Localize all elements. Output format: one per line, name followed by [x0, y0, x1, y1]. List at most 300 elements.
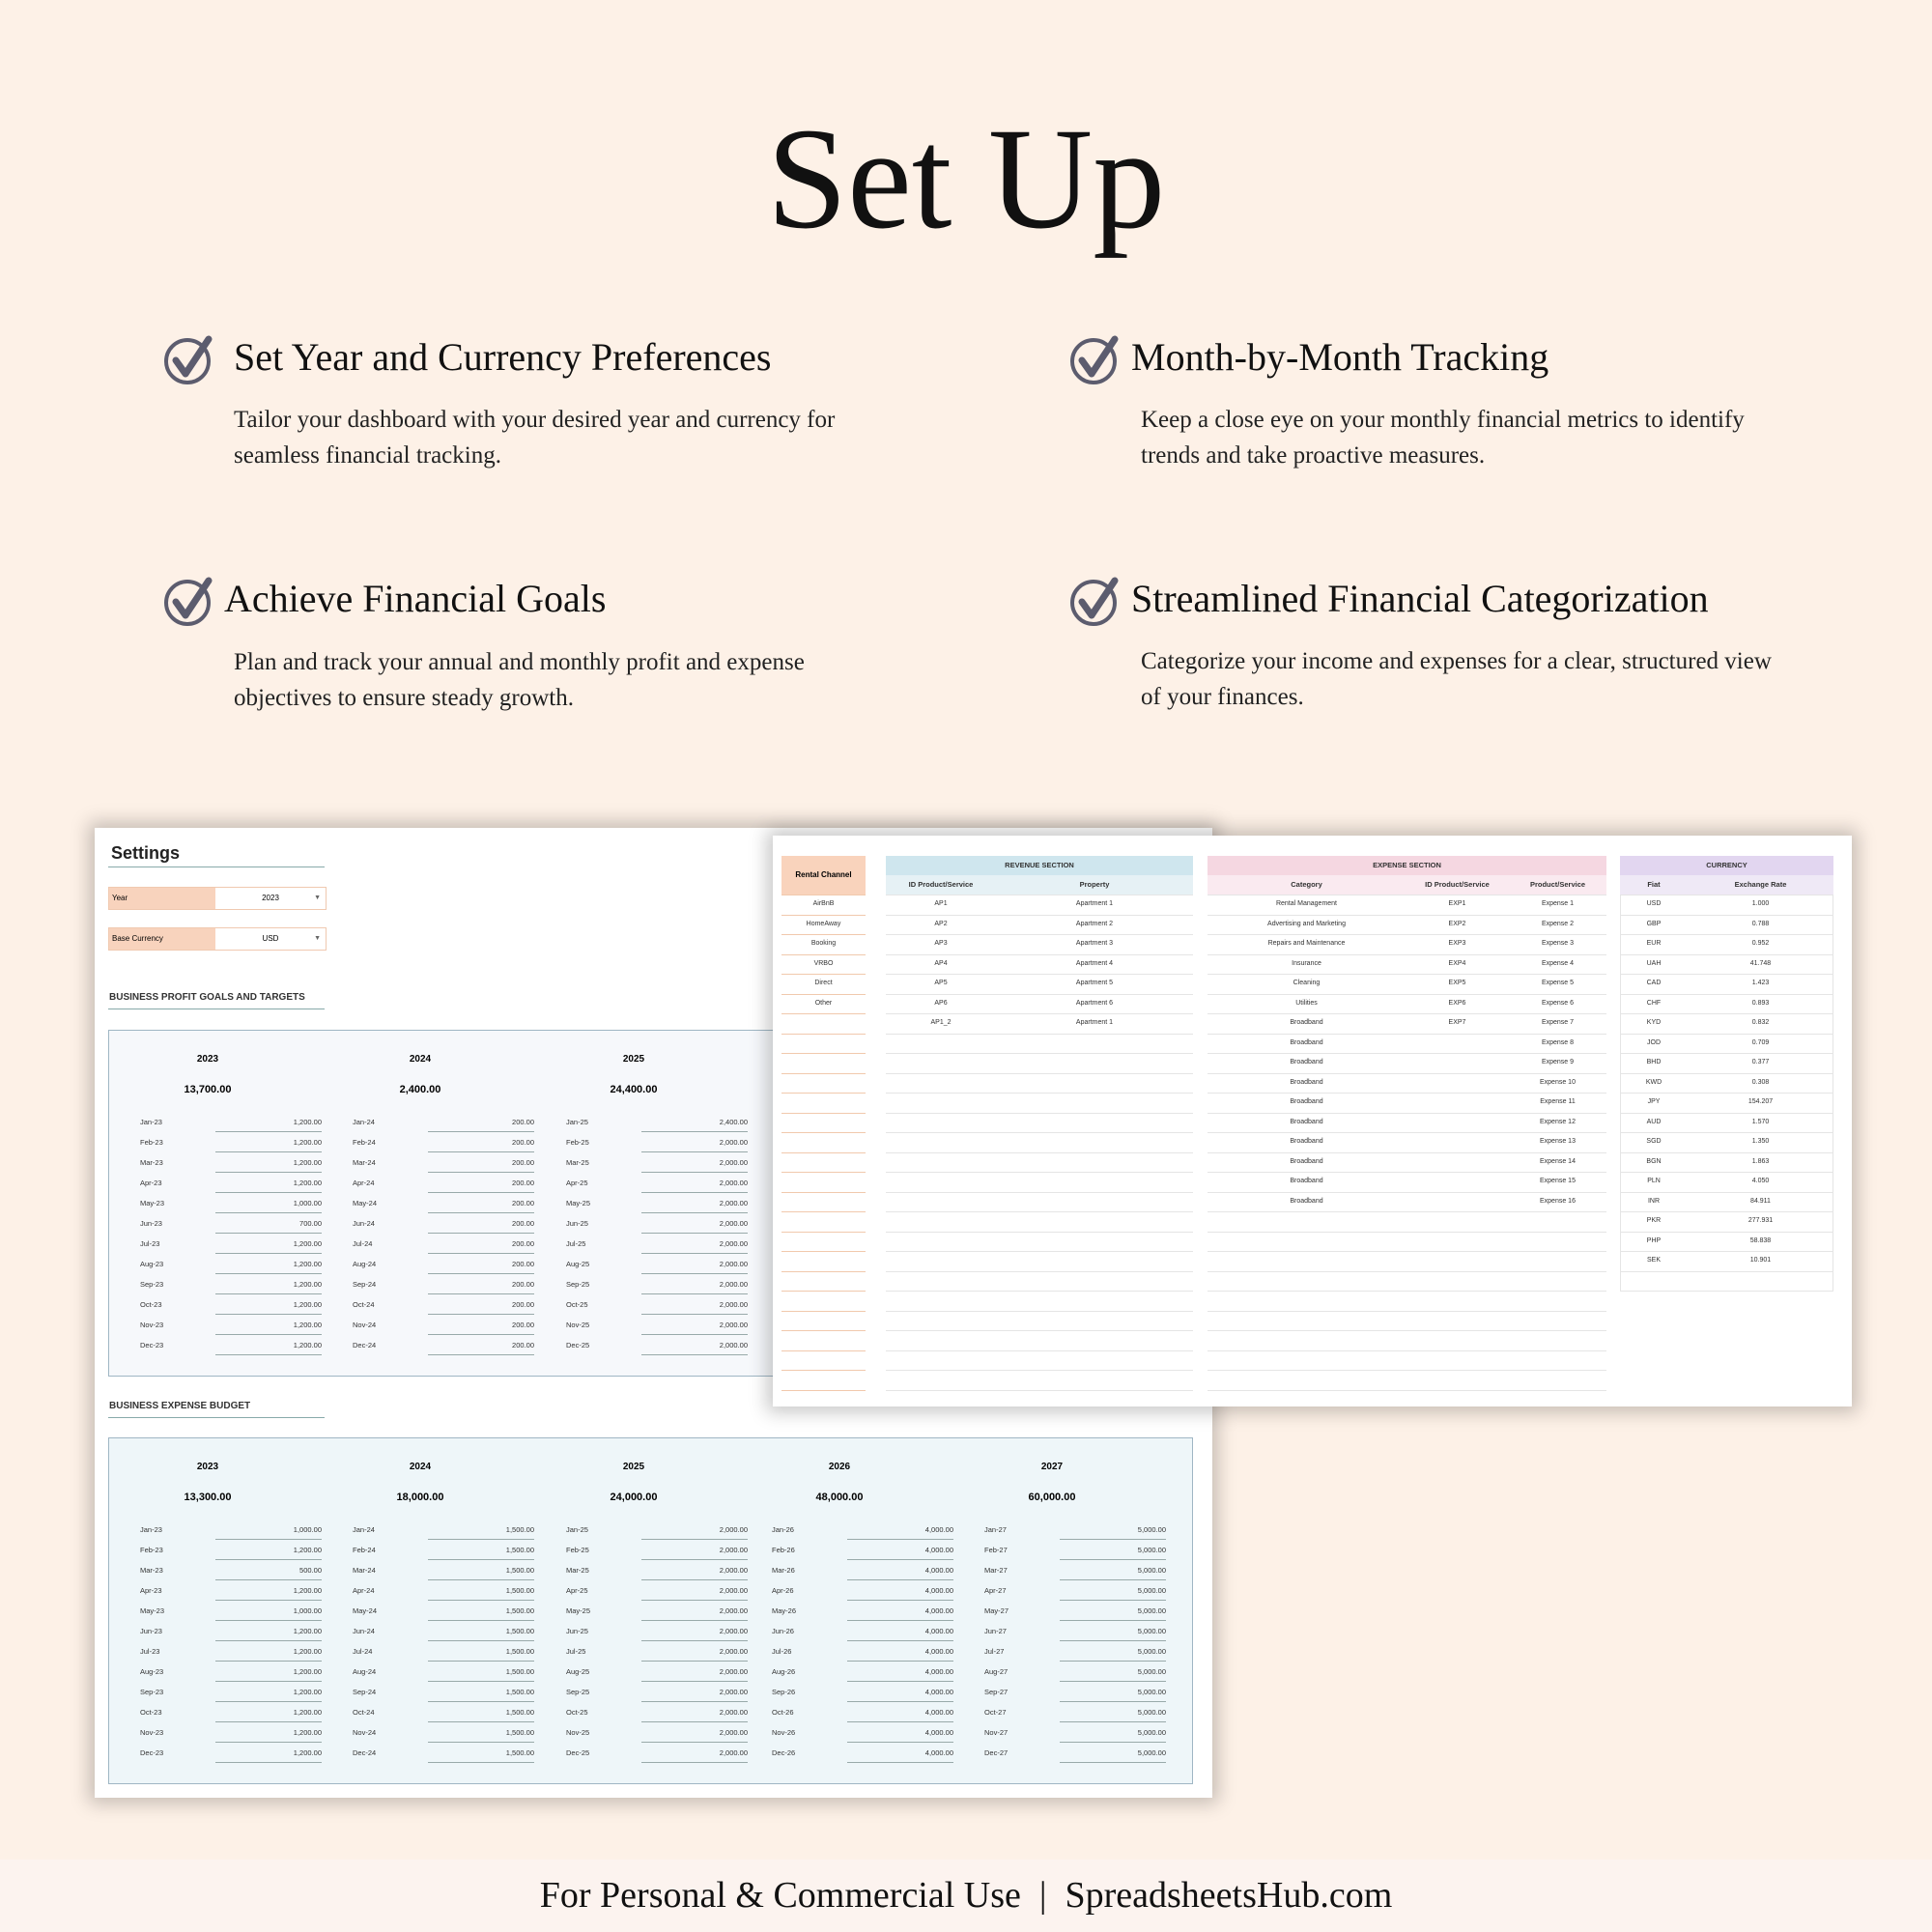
month-row — [566, 1706, 750, 1725]
month-value[interactable]: 1,500.00 — [428, 1544, 534, 1560]
month-row — [772, 1747, 955, 1766]
month-row — [353, 1237, 536, 1257]
month-value[interactable]: 5,000.00 — [1060, 1605, 1166, 1621]
month-label: Sep-23 — [140, 1280, 164, 1289]
month-row — [566, 1523, 750, 1543]
month-row — [984, 1686, 1168, 1705]
month-label: Oct-27 — [984, 1708, 1007, 1717]
month-value[interactable]: 5,000.00 — [1060, 1726, 1166, 1743]
month-value[interactable]: 2,400.00 — [641, 1116, 748, 1132]
month-label: Aug-27 — [984, 1667, 1009, 1676]
month-label: Aug-25 — [566, 1260, 590, 1268]
month-row — [353, 1339, 536, 1358]
month-label: Mar-26 — [772, 1566, 795, 1575]
row-divider — [1208, 1152, 1606, 1153]
row-divider — [1620, 1152, 1833, 1153]
month-value[interactable]: 1,200.00 — [215, 1116, 322, 1132]
month-row — [984, 1726, 1168, 1746]
revenue-col-header: Property — [996, 875, 1193, 895]
month-value[interactable]: 2,000.00 — [641, 1544, 748, 1560]
month-row — [566, 1339, 750, 1358]
month-value[interactable]: 2,000.00 — [641, 1584, 748, 1601]
month-label: Apr-27 — [984, 1586, 1007, 1595]
month-value[interactable]: 200.00 — [428, 1339, 534, 1355]
month-row — [566, 1686, 750, 1705]
month-value[interactable]: 1,500.00 — [428, 1706, 534, 1722]
column-border — [1620, 895, 1621, 1291]
currency-fiat-cell: EUR — [1646, 940, 1662, 947]
rental-channel-cell: Other — [814, 999, 833, 1007]
month-value[interactable]: 5,000.00 — [1060, 1747, 1166, 1763]
row-divider — [1208, 1132, 1606, 1133]
year-heading: 2025 — [622, 1054, 645, 1065]
month-label: Mar-23 — [140, 1158, 163, 1167]
month-value[interactable]: 5,000.00 — [1060, 1564, 1166, 1580]
month-row — [353, 1544, 536, 1563]
row-divider — [781, 954, 866, 955]
row-divider — [886, 1093, 1193, 1094]
expense-category-cell: Repairs and Maintenance — [1267, 940, 1346, 947]
month-row — [566, 1319, 750, 1338]
month-label: Jan-25 — [566, 1525, 588, 1534]
month-label: Dec-27 — [984, 1748, 1009, 1757]
month-row — [353, 1136, 536, 1155]
currency-fiat-cell: CAD — [1646, 980, 1662, 986]
revenue-property-cell: Apartment 6 — [1075, 999, 1114, 1007]
month-value[interactable]: 1,200.00 — [215, 1298, 322, 1315]
month-row — [772, 1564, 955, 1583]
month-row — [353, 1116, 536, 1135]
month-label: Mar-24 — [353, 1566, 376, 1575]
month-label: Jan-23 — [140, 1525, 162, 1534]
month-label: Dec-25 — [566, 1341, 590, 1350]
month-value[interactable]: 700.00 — [215, 1217, 322, 1234]
month-value[interactable]: 2,000.00 — [641, 1278, 748, 1294]
row-divider — [781, 1271, 866, 1272]
row-divider — [1208, 1370, 1606, 1371]
month-label: Feb-25 — [566, 1138, 589, 1147]
month-row — [140, 1645, 324, 1664]
row-divider — [886, 1113, 1193, 1114]
month-value[interactable]: 1,500.00 — [428, 1625, 534, 1641]
row-divider — [781, 994, 866, 995]
month-row — [353, 1564, 536, 1583]
feature-title: Streamlined Financial Categorization — [1131, 577, 1709, 620]
revenue-property-cell: Apartment 1 — [1075, 1019, 1114, 1026]
month-value[interactable]: 1,500.00 — [428, 1686, 534, 1702]
expense-product-cell: Expense 4 — [1541, 959, 1575, 967]
month-label: Sep-25 — [566, 1280, 590, 1289]
month-value[interactable]: 2,000.00 — [641, 1605, 748, 1621]
month-row — [140, 1177, 324, 1196]
footer-text: For Personal & Commercial Use | SpreadsheetsHub.com — [539, 1875, 1393, 1916]
month-label: Feb-25 — [566, 1546, 589, 1554]
month-value[interactable]: 1,200.00 — [215, 1665, 322, 1682]
month-row — [566, 1544, 750, 1563]
month-row — [984, 1645, 1168, 1664]
checkmark-circle-icon — [1070, 575, 1122, 627]
row-divider — [1208, 1232, 1606, 1233]
month-row — [353, 1197, 536, 1216]
month-label: May-25 — [566, 1199, 591, 1208]
currency-rate-cell: 84.911 — [1750, 1197, 1771, 1205]
month-label: Apr-25 — [566, 1179, 588, 1187]
month-value[interactable]: 2,000.00 — [641, 1564, 748, 1580]
expense-category-cell: Broadband — [1290, 1157, 1323, 1165]
month-value[interactable]: 4,000.00 — [847, 1665, 953, 1682]
month-label: Jun-23 — [140, 1627, 162, 1635]
month-row — [140, 1544, 324, 1563]
row-divider — [1208, 954, 1606, 955]
month-row — [353, 1584, 536, 1604]
month-label: Feb-24 — [353, 1138, 376, 1147]
month-value[interactable]: 5,000.00 — [1060, 1665, 1166, 1682]
month-label: Feb-23 — [140, 1138, 163, 1147]
currency-col-header: Exchange Rate — [1688, 875, 1833, 895]
month-value[interactable]: 200.00 — [428, 1177, 534, 1193]
month-label: Jul-27 — [984, 1647, 1005, 1656]
month-row — [772, 1544, 955, 1563]
month-row — [772, 1625, 955, 1644]
checkmark-circle-icon — [164, 575, 216, 627]
page-title: Set Up — [766, 99, 1166, 259]
month-value[interactable]: 4,000.00 — [847, 1645, 953, 1662]
month-value[interactable]: 2,000.00 — [641, 1136, 748, 1152]
month-row — [353, 1645, 536, 1664]
month-label: Jun-25 — [566, 1627, 588, 1635]
row-divider — [886, 1192, 1193, 1193]
month-value[interactable]: 1,500.00 — [428, 1645, 534, 1662]
expense-category-cell: Broadband — [1290, 1178, 1323, 1184]
expense-category-cell: Broadband — [1290, 1098, 1323, 1105]
month-row — [566, 1217, 750, 1236]
month-value[interactable]: 2,000.00 — [641, 1319, 748, 1335]
month-value[interactable]: 1,200.00 — [215, 1686, 322, 1702]
month-row — [772, 1645, 955, 1664]
feature-description: Tailor your dashboard with your desired year and currency for seamless financial tracking. — [234, 407, 836, 469]
year-heading: 2024 — [409, 1462, 432, 1472]
expense-product-cell: Expense 15 — [1540, 1178, 1576, 1184]
row-divider — [1620, 1034, 1833, 1035]
expense-budget-table — [108, 1437, 1193, 1784]
row-divider — [1208, 994, 1606, 995]
row-divider — [781, 1093, 866, 1094]
expense-category-cell: Broadband — [1290, 1138, 1323, 1145]
month-value[interactable]: 4,000.00 — [847, 1726, 953, 1743]
base-currency-select[interactable] — [108, 927, 327, 951]
month-label: Nov-25 — [566, 1321, 590, 1329]
row-divider — [886, 974, 1193, 975]
month-value[interactable]: 1,200.00 — [215, 1339, 322, 1355]
month-row — [566, 1197, 750, 1216]
year-select[interactable] — [108, 887, 327, 910]
month-value[interactable]: 2,000.00 — [641, 1747, 748, 1763]
month-label: Apr-24 — [353, 1179, 375, 1187]
month-row — [140, 1339, 324, 1358]
month-label: Feb-26 — [772, 1546, 795, 1554]
year-heading: 2024 — [409, 1054, 432, 1065]
row-divider — [781, 1370, 866, 1371]
month-label: Jul-26 — [772, 1647, 792, 1656]
month-value[interactable]: 4,000.00 — [847, 1706, 953, 1722]
month-value[interactable]: 1,200.00 — [215, 1544, 322, 1560]
month-value[interactable]: 5,000.00 — [1060, 1645, 1166, 1662]
expense-category-cell: Insurance — [1292, 959, 1321, 967]
month-row — [140, 1136, 324, 1155]
month-value[interactable]: 2,000.00 — [641, 1177, 748, 1193]
month-label: Sep-23 — [140, 1688, 164, 1696]
month-label: Jan-23 — [140, 1118, 162, 1126]
month-label: Oct-26 — [772, 1708, 794, 1717]
month-label: May-24 — [353, 1606, 378, 1615]
year-heading: 2023 — [196, 1462, 219, 1472]
month-value[interactable]: 1,200.00 — [215, 1584, 322, 1601]
month-row — [772, 1686, 955, 1705]
month-value[interactable]: 1,200.00 — [215, 1237, 322, 1254]
expense-product-cell: Expense 2 — [1541, 920, 1575, 927]
currency-fiat-cell: SEK — [1646, 1257, 1661, 1264]
month-row — [566, 1584, 750, 1604]
currency-rate-cell: 4.050 — [1751, 1178, 1770, 1184]
currency-rate-cell: 0.788 — [1751, 920, 1770, 927]
year-heading: 2023 — [196, 1054, 219, 1065]
month-value[interactable]: 4,000.00 — [847, 1584, 953, 1601]
month-row — [566, 1136, 750, 1155]
expense-id-cell: EXP4 — [1448, 959, 1466, 967]
row-divider — [1208, 1172, 1606, 1173]
month-row — [566, 1237, 750, 1257]
month-value[interactable]: 4,000.00 — [847, 1544, 953, 1560]
month-label: Oct-25 — [566, 1708, 588, 1717]
row-divider — [1208, 1350, 1606, 1351]
month-value[interactable]: 2,000.00 — [641, 1726, 748, 1743]
month-value[interactable]: 200.00 — [428, 1278, 534, 1294]
month-value[interactable]: 1,200.00 — [215, 1177, 322, 1193]
month-value[interactable]: 200.00 — [428, 1136, 534, 1152]
month-value[interactable]: 200.00 — [428, 1217, 534, 1234]
month-label: Feb-24 — [353, 1546, 376, 1554]
month-value[interactable]: 1,000.00 — [215, 1605, 322, 1621]
row-divider — [1620, 1013, 1833, 1014]
month-value[interactable]: 2,000.00 — [641, 1625, 748, 1641]
expense-category-cell: Broadband — [1290, 1078, 1323, 1086]
row-divider — [886, 1073, 1193, 1074]
month-label: Aug-26 — [772, 1667, 796, 1676]
month-value[interactable]: 2,000.00 — [641, 1523, 748, 1540]
month-value[interactable]: 1,500.00 — [428, 1665, 534, 1682]
month-value[interactable]: 200.00 — [428, 1319, 534, 1335]
row-divider — [781, 1311, 866, 1312]
row-divider — [886, 1330, 1193, 1331]
revenue-property-cell: Apartment 4 — [1075, 959, 1114, 967]
month-value[interactable]: 2,000.00 — [641, 1645, 748, 1662]
expense-product-cell: Expense 7 — [1541, 1019, 1575, 1026]
row-divider — [1208, 1192, 1606, 1193]
month-label: Sep-24 — [353, 1688, 377, 1696]
dropdown-caret-icon: ▼ — [314, 935, 321, 942]
month-value[interactable]: 2,000.00 — [641, 1197, 748, 1213]
expense-product-cell: Expense 6 — [1541, 999, 1575, 1007]
month-value[interactable]: 4,000.00 — [847, 1564, 953, 1580]
row-divider — [1620, 1192, 1833, 1193]
month-value[interactable]: 5,000.00 — [1060, 1584, 1166, 1601]
row-divider — [781, 934, 866, 935]
row-divider — [781, 1232, 866, 1233]
month-value[interactable]: 200.00 — [428, 1258, 534, 1274]
feature-title: Month-by-Month Tracking — [1131, 335, 1549, 379]
currency-rate-cell: 10.901 — [1749, 1257, 1772, 1264]
month-value[interactable]: 2,000.00 — [641, 1258, 748, 1274]
month-value[interactable]: 200.00 — [428, 1298, 534, 1315]
month-value[interactable]: 200.00 — [428, 1197, 534, 1213]
month-value[interactable]: 2,000.00 — [641, 1217, 748, 1234]
month-row — [566, 1177, 750, 1196]
currency-rate-cell: 41.748 — [1749, 959, 1772, 967]
row-divider — [1208, 974, 1606, 975]
month-row — [772, 1665, 955, 1685]
month-row — [140, 1278, 324, 1297]
month-value[interactable]: 200.00 — [428, 1237, 534, 1254]
month-value[interactable]: 1,500.00 — [428, 1605, 534, 1621]
month-value[interactable]: 1,000.00 — [215, 1197, 322, 1213]
month-row — [984, 1523, 1168, 1543]
year-total: 24,400.00 — [610, 1084, 658, 1095]
month-value[interactable]: 1,200.00 — [215, 1258, 322, 1274]
month-value[interactable]: 5,000.00 — [1060, 1706, 1166, 1722]
lists-sheet-screenshot — [773, 836, 1852, 1406]
currency-rate-cell: 154.207 — [1747, 1098, 1774, 1105]
month-value[interactable]: 1,200.00 — [215, 1726, 322, 1743]
month-row — [353, 1726, 536, 1746]
month-value[interactable]: 1,200.00 — [215, 1136, 322, 1152]
currency-fiat-cell: BHD — [1646, 1059, 1662, 1065]
month-label: Jun-24 — [353, 1219, 375, 1228]
currency-fiat-cell: GBP — [1646, 920, 1662, 927]
row-divider — [781, 974, 866, 975]
row-divider — [1620, 1251, 1833, 1252]
expense-product-cell: Expense 13 — [1540, 1138, 1576, 1145]
month-value[interactable]: 4,000.00 — [847, 1747, 953, 1763]
month-value[interactable]: 1,200.00 — [215, 1319, 322, 1335]
settings-title: Settings — [111, 843, 181, 863]
row-divider — [1208, 1390, 1606, 1391]
row-divider — [886, 1291, 1193, 1292]
base-currency-value: USD — [262, 934, 279, 943]
month-value[interactable]: 2,000.00 — [641, 1706, 748, 1722]
month-row — [140, 1523, 324, 1543]
currency-rate-cell: 0.308 — [1751, 1078, 1770, 1086]
month-label: May-27 — [984, 1606, 1009, 1615]
profit-goals-heading: BUSINESS PROFIT GOALS AND TARGETS — [109, 992, 305, 1003]
month-value[interactable]: 2,000.00 — [641, 1339, 748, 1355]
month-label: Aug-25 — [566, 1667, 590, 1676]
month-row — [140, 1156, 324, 1176]
expense-col-header: Product/Service — [1509, 875, 1606, 895]
month-value[interactable]: 5,000.00 — [1060, 1686, 1166, 1702]
row-divider — [1208, 934, 1606, 935]
revenue-id-cell: AP1_2 — [930, 1019, 952, 1026]
month-value[interactable]: 1,000.00 — [215, 1523, 322, 1540]
month-value[interactable]: 5,000.00 — [1060, 1544, 1166, 1560]
rental-channel-cell: HomeAway — [806, 920, 841, 927]
row-divider — [886, 1232, 1193, 1233]
row-divider — [1208, 1034, 1606, 1035]
month-value[interactable]: 1,500.00 — [428, 1747, 534, 1763]
rental-channel-cell: Booking — [810, 940, 837, 947]
expense-id-cell: EXP7 — [1448, 1019, 1466, 1026]
row-divider — [1208, 1013, 1606, 1014]
month-row — [140, 1726, 324, 1746]
rental-channel-header: Rental Channel — [781, 856, 866, 895]
month-value[interactable]: 1,200.00 — [215, 1625, 322, 1641]
month-label: Nov-26 — [772, 1728, 796, 1737]
month-value[interactable]: 1,500.00 — [428, 1564, 534, 1580]
month-value[interactable]: 500.00 — [215, 1564, 322, 1580]
month-value[interactable]: 4,000.00 — [847, 1605, 953, 1621]
month-value[interactable]: 2,000.00 — [641, 1298, 748, 1315]
year-heading: 2026 — [828, 1462, 851, 1472]
row-divider — [886, 934, 1193, 935]
month-value[interactable]: 1,200.00 — [215, 1747, 322, 1763]
month-value[interactable]: 200.00 — [428, 1116, 534, 1132]
row-divider — [1208, 1053, 1606, 1054]
month-value[interactable]: 1,200.00 — [215, 1706, 322, 1722]
month-row — [353, 1217, 536, 1236]
month-value[interactable]: 5,000.00 — [1060, 1523, 1166, 1540]
feature-description: Categorize your income and expenses for a clear, structured view of your finances. — [1141, 648, 1772, 710]
month-value[interactable]: 4,000.00 — [847, 1625, 953, 1641]
month-value[interactable]: 1,200.00 — [215, 1156, 322, 1173]
month-value[interactable]: 2,000.00 — [641, 1665, 748, 1682]
month-value[interactable]: 1,200.00 — [215, 1278, 322, 1294]
revenue-id-cell: AP2 — [934, 920, 948, 927]
month-value[interactable]: 200.00 — [428, 1156, 534, 1173]
month-row — [140, 1116, 324, 1135]
month-value[interactable]: 2,000.00 — [641, 1156, 748, 1173]
base-currency-label: Base Currency — [109, 928, 215, 950]
row-divider — [886, 1271, 1193, 1272]
month-value[interactable]: 4,000.00 — [847, 1523, 953, 1540]
month-value[interactable]: 4,000.00 — [847, 1686, 953, 1702]
month-label: Sep-25 — [566, 1688, 590, 1696]
month-row — [984, 1706, 1168, 1725]
row-divider — [781, 1132, 866, 1133]
month-row — [140, 1706, 324, 1725]
month-row — [140, 1747, 324, 1766]
row-divider — [781, 1073, 866, 1074]
month-value[interactable]: 5,000.00 — [1060, 1625, 1166, 1641]
month-label: Oct-24 — [353, 1300, 375, 1309]
row-divider — [781, 1172, 866, 1173]
month-label: Mar-23 — [140, 1566, 163, 1575]
row-divider — [1620, 974, 1833, 975]
row-divider — [886, 1053, 1193, 1054]
row-divider — [1208, 1271, 1606, 1272]
month-value[interactable]: 2,000.00 — [641, 1686, 748, 1702]
month-value[interactable]: 1,500.00 — [428, 1523, 534, 1540]
month-value[interactable]: 2,000.00 — [641, 1237, 748, 1254]
month-value[interactable]: 1,500.00 — [428, 1584, 534, 1601]
month-label: Jul-25 — [566, 1647, 586, 1656]
month-value[interactable]: 1,500.00 — [428, 1726, 534, 1743]
month-value[interactable]: 1,200.00 — [215, 1645, 322, 1662]
year-total: 60,000.00 — [1028, 1492, 1076, 1503]
expense-product-cell: Expense 10 — [1540, 1078, 1576, 1086]
currency-rate-cell: 58.838 — [1749, 1236, 1772, 1244]
currency-fiat-cell: KWD — [1645, 1078, 1662, 1086]
currency-fiat-cell: PLN — [1647, 1178, 1661, 1184]
month-label: Jul-25 — [566, 1239, 586, 1248]
